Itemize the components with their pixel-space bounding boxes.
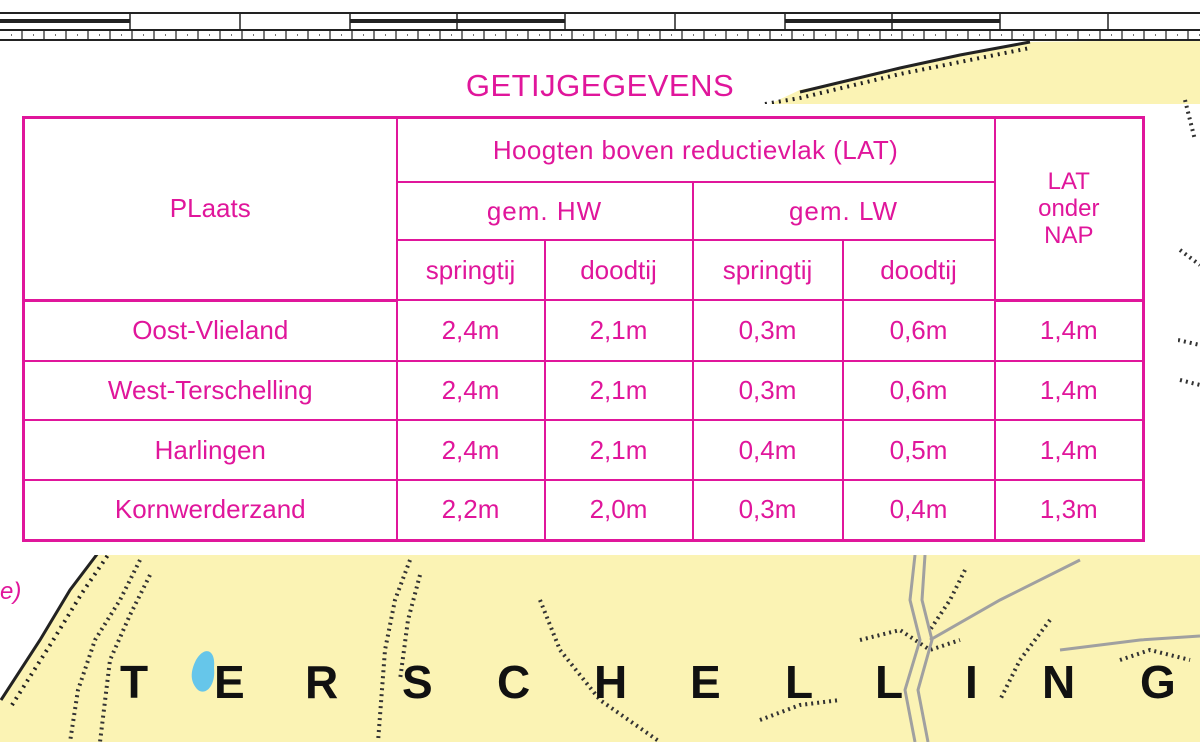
island-label bbox=[0, 655, 1200, 715]
lat-header-stack bbox=[1032, 168, 1105, 249]
lw-neap-header: doodtij bbox=[843, 240, 995, 300]
hw-neap-value: 2,0m bbox=[545, 480, 693, 541]
island-label-letter: L bbox=[785, 656, 814, 708]
hw-spring-value: 2,2m bbox=[397, 480, 545, 541]
island-label-letter: N bbox=[1042, 656, 1076, 708]
lw-spring-value: 0,3m bbox=[693, 361, 843, 421]
island-label-letter: S bbox=[402, 656, 433, 708]
island-label-letter: E bbox=[214, 656, 245, 708]
lat-header-line-1: LAT bbox=[1047, 168, 1090, 196]
lat-header-line-2: onder bbox=[1038, 195, 1100, 223]
place-name: Oost-Vlieland bbox=[24, 300, 397, 361]
lat-value: 1,4m bbox=[995, 300, 1144, 361]
hw-spring-value: 2,4m bbox=[397, 361, 545, 421]
lw-spring-value: 0,4m bbox=[693, 420, 843, 480]
island-label-letter: T bbox=[120, 656, 149, 708]
lw-spring-header: springtij bbox=[693, 240, 843, 300]
table-row bbox=[24, 300, 1144, 361]
place-header: PLaats bbox=[24, 118, 397, 301]
island-label-letter: E bbox=[690, 656, 721, 708]
lw-spring-value: 0,3m bbox=[693, 480, 843, 541]
lw-header: gem. LW bbox=[693, 182, 995, 240]
hw-neap-header: doodtij bbox=[545, 240, 693, 300]
hw-neap-value: 2,1m bbox=[545, 300, 693, 361]
island-label-letter: I bbox=[965, 656, 978, 708]
lat-header-line-3: NAP bbox=[1044, 222, 1094, 250]
lat-value: 1,4m bbox=[995, 420, 1144, 480]
lw-neap-value: 0,6m bbox=[843, 300, 995, 361]
place-name: West-Terschelling bbox=[24, 361, 397, 421]
island-label-letter: H bbox=[594, 656, 628, 708]
lw-neap-value: 0,6m bbox=[843, 361, 995, 421]
lw-spring-value: 0,3m bbox=[693, 300, 843, 361]
lat-header bbox=[995, 118, 1144, 301]
table-row bbox=[24, 361, 1144, 421]
hw-neap-value: 2,1m bbox=[545, 420, 693, 480]
table-title: GETIJGEGEVENS bbox=[465, 68, 735, 103]
island-label-letter: G bbox=[1140, 656, 1176, 708]
lat-value: 1,4m bbox=[995, 361, 1144, 421]
partial-map-label: e) bbox=[0, 578, 22, 605]
hw-header: gem. HW bbox=[397, 182, 693, 240]
scale-bar bbox=[0, 13, 1200, 40]
island-label-letter: C bbox=[497, 656, 531, 708]
lat-value: 1,3m bbox=[995, 480, 1144, 541]
place-name: Kornwerderzand bbox=[24, 480, 397, 541]
table-row bbox=[24, 480, 1144, 541]
island-label-letter: L bbox=[875, 656, 904, 708]
hw-neap-value: 2,1m bbox=[545, 361, 693, 421]
hw-spring-header: springtij bbox=[397, 240, 545, 300]
lw-neap-value: 0,5m bbox=[843, 420, 995, 480]
tide-table bbox=[22, 116, 1145, 542]
lw-neap-value: 0,4m bbox=[843, 480, 995, 541]
island-label-letter: R bbox=[305, 656, 339, 708]
hw-spring-value: 2,4m bbox=[397, 420, 545, 480]
heights-header: Hoogten boven reductievlak (LAT) bbox=[397, 118, 995, 183]
table-row bbox=[24, 420, 1144, 480]
hw-spring-value: 2,4m bbox=[397, 300, 545, 361]
place-name: Harlingen bbox=[24, 420, 397, 480]
